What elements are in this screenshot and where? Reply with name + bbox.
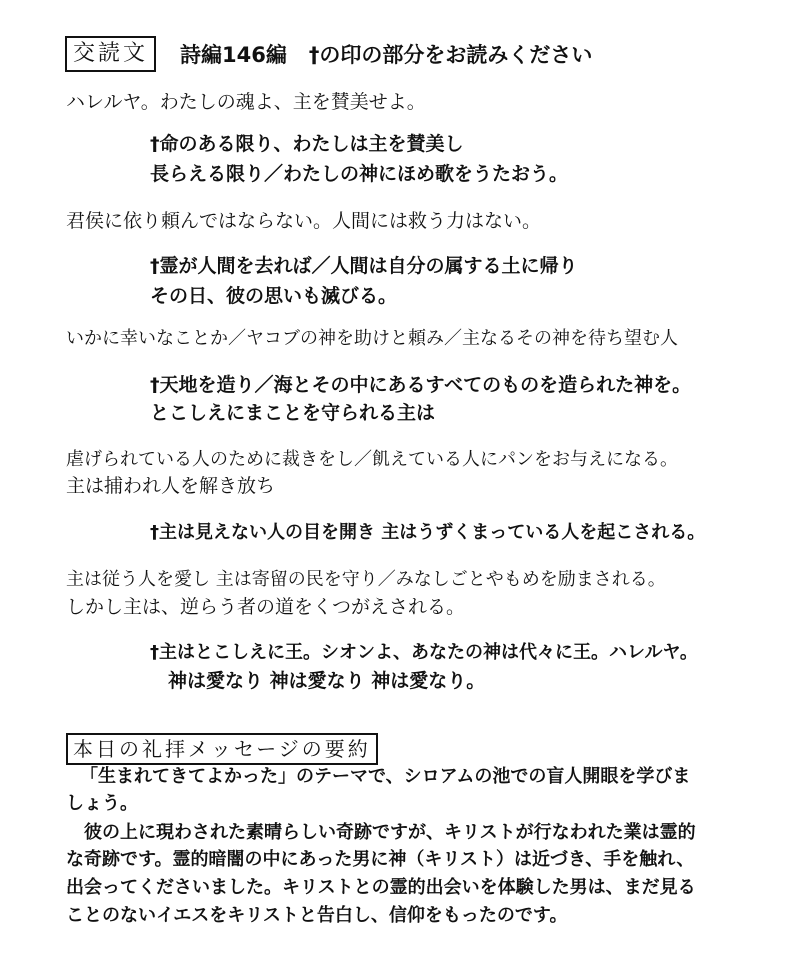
responsive-reading-header xyxy=(65,36,592,72)
congregation-line: 長らえる限り／わたしの神にほめ歌をうたおう。 xyxy=(150,163,569,185)
congregation-line: †天地を造り／海とその中にあるすべてのものを造られた神を。 xyxy=(150,374,692,396)
leader-line: 主は捕われ人を解き放ち xyxy=(66,475,276,497)
summary-paragraph-line: な奇跡です。霊的暗闇の中にあった男に神（キリスト）は近づき、手を触れ、 xyxy=(66,849,695,870)
leader-line: 君侯に依り頼んではならない。人間には救う力はない。 xyxy=(66,210,542,232)
summary-paragraph-line: 「生まれてきてよかった」のテーマで、シロアムの池での盲人開眼を学びま xyxy=(80,766,691,787)
reading-instruction: †の印の部分をお読みください xyxy=(308,43,593,67)
summary-paragraph-line: 出会ってくださいました。キリストとの霊的出会いを体験した男は、まだ見る xyxy=(66,877,696,898)
leader-line: 主は従う人を愛し 主は寄留の民を守り／みなしごとやもめを励まされる。 xyxy=(66,569,666,590)
congregation-line: とこしえにまことを守られる主は xyxy=(150,402,436,424)
psalm-reference: 詩編146編 xyxy=(180,43,287,67)
leader-line: しかし主は、逆らう者の道をくつがえされる。 xyxy=(66,596,466,618)
congregation-line: †主はとこしえに王。シオンよ、あなたの神は代々に王。ハレルヤ。 xyxy=(150,642,698,663)
congregation-line: †霊が人間を去れば／人間は自分の属する土に帰り xyxy=(150,255,578,277)
congregation-line: 神は愛なり 神は愛なり 神は愛なり。 xyxy=(168,670,486,692)
leader-line: 虐げられている人のために裁きをし／飢えている人にパンをお与えになる。 xyxy=(66,449,678,470)
congregation-line: †命のある限り、わたしは主を賛美し xyxy=(150,133,464,155)
congregation-line: †主は見えない人の目を開き 主はうずくまっている人を起こされる。 xyxy=(150,522,706,543)
sermon-summary-heading: 本日の礼拝メッセージの要約 xyxy=(66,733,378,765)
summary-paragraph-line: しょう。 xyxy=(66,793,138,814)
summary-paragraph-line: 彼の上に現わされた素晴らしい奇跡ですが、キリストが行なわれた業は霊的 xyxy=(84,822,696,843)
summary-paragraph-line: ことのないイエスをキリストと告白し、信仰をもったのです。 xyxy=(66,905,568,926)
congregation-line: その日、彼の思いも滅びる。 xyxy=(150,285,398,307)
leader-line: ハレルヤ。わたしの魂よ、主を賛美せよ。 xyxy=(66,91,426,113)
responsive-reading-label: 交読文 xyxy=(65,36,156,72)
leader-line: いかに幸いなことか／ヤコブの神を助けと頼み／主なるその神を待ち望む人 xyxy=(66,328,678,349)
